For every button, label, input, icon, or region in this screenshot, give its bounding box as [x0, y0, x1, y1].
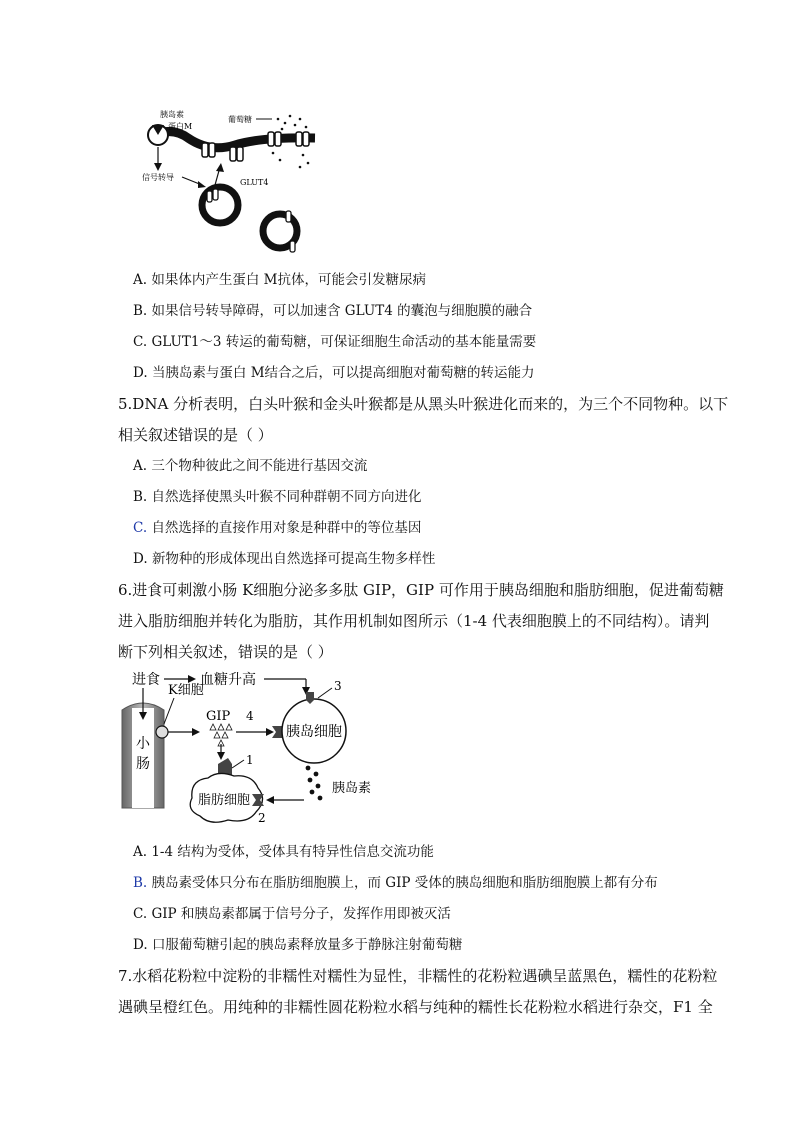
q5-stem-line1: 5.DNA 分析表明，白头叶猴和金头叶猴都是从黑头叶猴进化而来的，为三个不同物种。以下	[118, 395, 729, 413]
fig2-num-3: 3	[334, 679, 342, 693]
option-letter: D.	[133, 551, 148, 567]
fig1-glucose-label: 葡萄糖	[228, 115, 252, 124]
fig2-num-4: 4	[246, 709, 254, 723]
fig2-num-2: 2	[258, 811, 266, 825]
fig2-fat-cell-label: 脂肪细胞	[198, 793, 251, 808]
option-letter: B.	[133, 303, 148, 319]
fig2-intestine-label-1: 小	[136, 736, 150, 752]
option-text: GIP 和胰岛素都属于信号分子，发挥作用即被灭活	[151, 906, 451, 922]
option-text: 1-4 结构为受体，受体具有特异性信息交流功能	[151, 844, 434, 860]
option-letter: A.	[133, 458, 148, 474]
q6-stem-line1: 6.进食可刺激小肠 K细胞分泌多多肽 GIP，GIP 可作用于胰岛细胞和脂肪细胞，促进葡萄糖	[118, 581, 724, 599]
option-text: 如果信号转导障碍，可以加速含 GLUT4 的囊泡与细胞膜的融合	[151, 303, 533, 319]
fig2-gip-label: GIP	[206, 709, 231, 724]
option-text: 自然选择使黑头叶猴不同种群朝不同方向进化	[151, 489, 422, 505]
fig1-insulin-label: 胰岛素	[160, 110, 184, 119]
option-letter: A.	[133, 272, 148, 288]
k-cell-shape	[156, 726, 168, 738]
option-letter: A.	[133, 844, 148, 860]
q4-option-c	[133, 332, 536, 352]
insulin-dots	[306, 766, 323, 801]
option-letter: B.	[133, 875, 148, 891]
q6-option-d	[133, 935, 462, 955]
q6-stem-line2: 进入脂肪细胞并转化为脂肪，其作用机制如图所示（1-4 代表细胞膜上的不同结构）。请判	[118, 612, 710, 630]
gip-mechanism-diagram	[118, 668, 388, 828]
q5-option-c	[133, 518, 421, 538]
option-text: 自然选择的直接作用对象是种群中的等位基因	[151, 520, 422, 536]
fig2-k-cell-label: K细胞	[168, 683, 204, 698]
option-text: 口服葡萄糖引起的胰岛素释放量多于静脉注射葡萄糖	[151, 937, 463, 953]
option-text: 如果体内产生蛋白 M抗体，可能会引发糖尿病	[151, 272, 426, 288]
option-text: GLUT1～3 转运的葡萄糖，可保证细胞生命活动的基本能量需要	[151, 334, 537, 350]
q4-option-a	[133, 270, 426, 290]
option-letter: C.	[133, 906, 148, 922]
option-letter: D.	[133, 365, 148, 381]
fig1-glut4-label: GLUT4	[240, 178, 269, 187]
option-letter: B.	[133, 489, 148, 505]
q4-option-d	[133, 363, 535, 383]
option-text: 胰岛素受体只分布在脂肪细胞膜上，而 GIP 受体的胰岛细胞和脂肪细胞膜上都有分布	[151, 875, 658, 891]
fig2-islet-cell-label: 胰岛细胞	[286, 724, 342, 740]
fig2-eat-label: 进食	[132, 672, 160, 688]
option-letter: C.	[133, 520, 148, 536]
fig1-signal-label: 信号转导	[142, 173, 174, 182]
q5-option-b	[133, 487, 422, 507]
fig2-insulin-label: 胰岛素	[332, 781, 372, 796]
option-letter: D.	[133, 937, 148, 953]
fig2-num-1: 1	[246, 753, 254, 767]
option-text: 三个物种彼此之间不能进行基因交流	[151, 458, 368, 474]
gip-molecules	[210, 724, 232, 746]
q6-option-b	[133, 873, 658, 893]
fig2-blood-sugar-label: 血糖升高	[200, 672, 256, 688]
fig2-intestine-label-2: 肠	[136, 756, 150, 772]
option-letter: C.	[133, 334, 148, 350]
insulin-glut4-diagram	[140, 105, 330, 265]
q6-stem-line3: 断下列相关叙述，错误的是（ ）	[118, 643, 333, 661]
q5-stem-line2: 相关叙述错误的是（ ）	[118, 426, 273, 444]
q5-option-d	[133, 549, 435, 569]
fig1-protein-m-label: 蛋白M	[168, 122, 193, 131]
q7-stem-line1: 7.水稻花粉粒中淀粉的非糯性对糯性为显性，非糯性的花粉粒遇碘呈蓝黑色，糯性的花粉粒	[118, 967, 718, 985]
q6-option-c	[133, 904, 451, 924]
option-text: 新物种的形成体现出自然选择可提高生物多样性	[151, 551, 436, 567]
q5-option-a	[133, 456, 367, 476]
option-text: 当胰岛素与蛋白 M结合之后，可以提高细胞对葡萄糖的转运能力	[151, 365, 535, 381]
q7-stem-line2: 遇碘呈橙红色。用纯种的非糯性圆花粉粒水稻与纯种的糯性长花粉粒水稻进行杂交，F1 全	[118, 998, 713, 1016]
q4-option-b	[133, 301, 532, 321]
q6-option-a	[133, 842, 434, 862]
